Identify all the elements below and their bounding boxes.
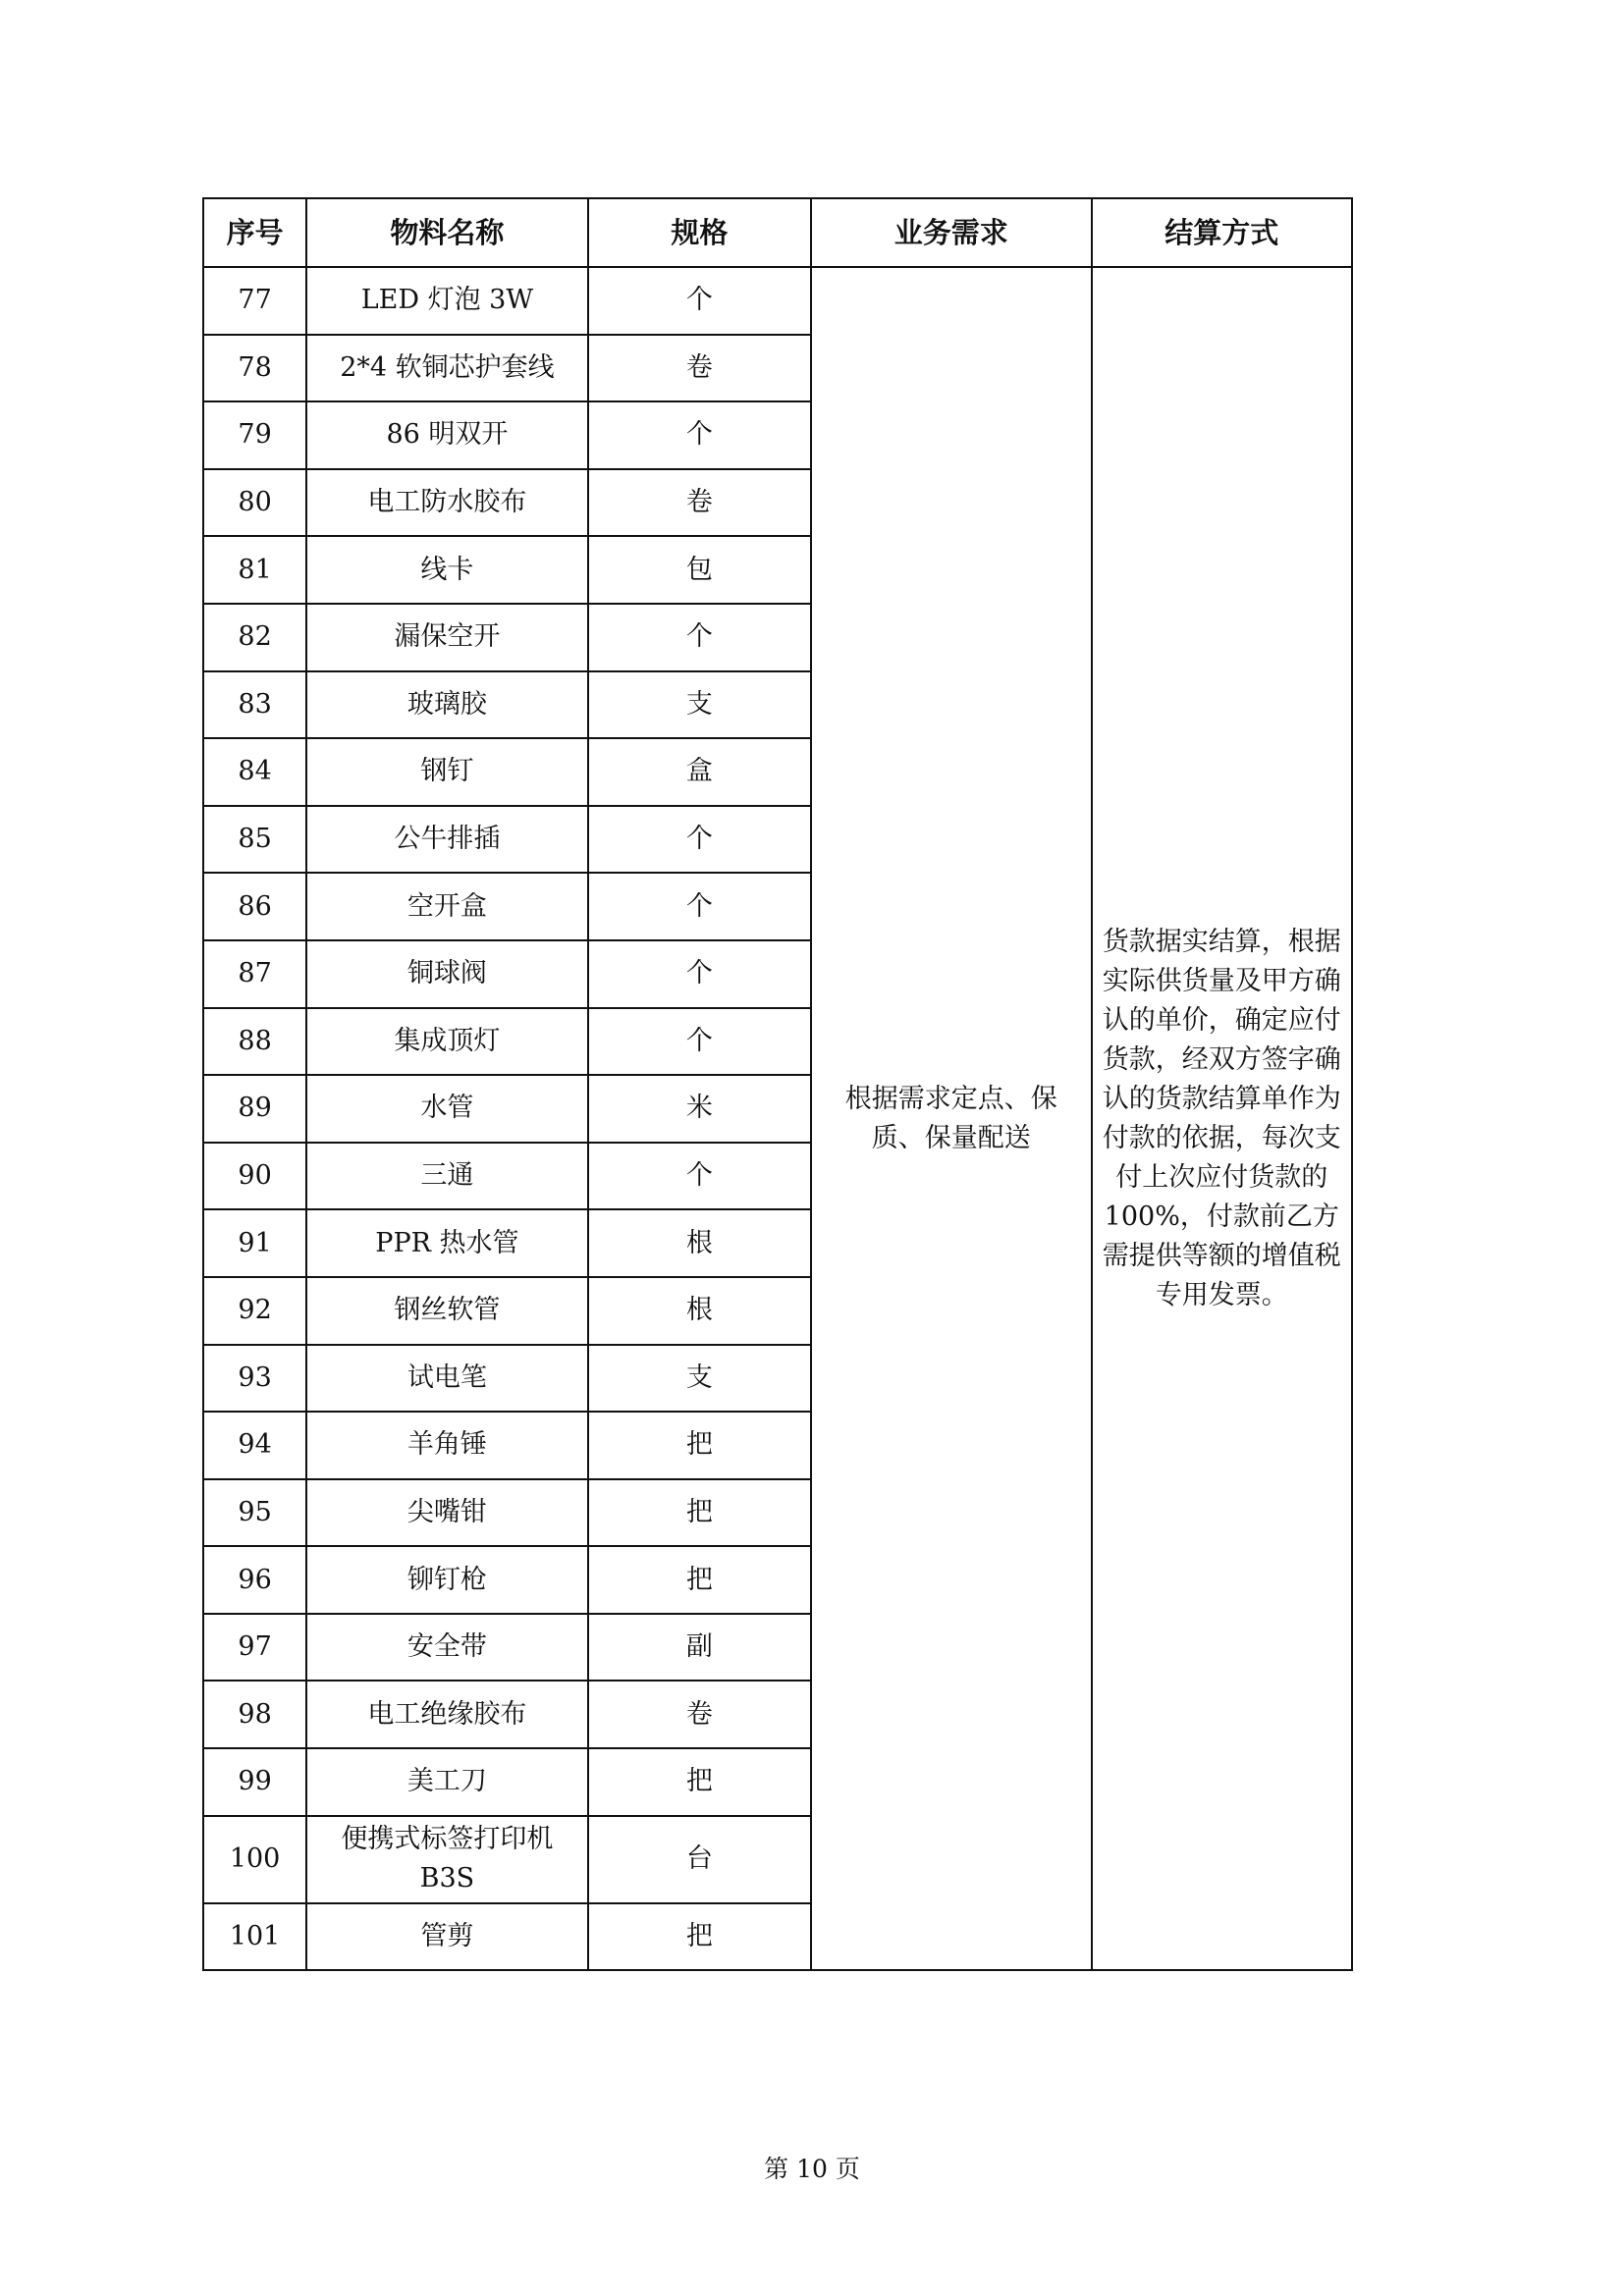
header-serial: 序号	[203, 198, 306, 267]
row-serial: 93	[203, 1345, 306, 1413]
business-demand-cell: 根据需求定点、保质、保量配送	[811, 267, 1091, 1970]
row-material-name: 公牛排插	[306, 806, 587, 874]
row-serial: 86	[203, 873, 306, 940]
row-spec: 把	[588, 1479, 811, 1547]
row-serial: 91	[203, 1209, 306, 1277]
row-serial: 82	[203, 604, 306, 671]
row-material-name: 空开盒	[306, 873, 587, 940]
row-material-name: 电工防水胶布	[306, 469, 587, 537]
row-material-name: 便携式标签打印机 B3S	[306, 1816, 587, 1903]
row-material-name: 铜球阀	[306, 940, 587, 1008]
row-material-name: 尖嘴钳	[306, 1479, 587, 1547]
row-material-name: PPR 热水管	[306, 1209, 587, 1277]
row-serial: 77	[203, 267, 306, 335]
materials-table	[202, 197, 1353, 1971]
row-serial: 100	[203, 1816, 306, 1903]
header-spec: 规格	[588, 198, 811, 267]
row-spec: 根	[588, 1209, 811, 1277]
row-material-name: 漏保空开	[306, 604, 587, 671]
row-spec: 支	[588, 1345, 811, 1413]
row-serial: 80	[203, 469, 306, 537]
row-serial: 88	[203, 1008, 306, 1076]
row-spec: 把	[588, 1748, 811, 1816]
row-spec: 个	[588, 806, 811, 874]
row-spec: 支	[588, 671, 811, 739]
table-row	[203, 267, 1352, 335]
row-spec: 盒	[588, 738, 811, 806]
row-spec: 把	[588, 1903, 811, 1971]
row-spec: 卷	[588, 1681, 811, 1748]
row-spec: 个	[588, 873, 811, 940]
row-spec: 副	[588, 1614, 811, 1682]
row-serial: 98	[203, 1681, 306, 1748]
row-spec: 个	[588, 604, 811, 671]
row-serial: 84	[203, 738, 306, 806]
row-serial: 92	[203, 1277, 306, 1345]
row-spec: 卷	[588, 469, 811, 537]
row-spec: 根	[588, 1277, 811, 1345]
row-spec: 个	[588, 267, 811, 335]
row-material-name: 美工刀	[306, 1748, 587, 1816]
row-spec: 包	[588, 536, 811, 604]
row-serial: 96	[203, 1546, 306, 1614]
page-number: 第 10 页	[764, 2155, 860, 2183]
row-serial: 81	[203, 536, 306, 604]
row-material-name: 钢钉	[306, 738, 587, 806]
header-settlement-method: 结算方式	[1092, 198, 1352, 267]
row-spec: 个	[588, 1143, 811, 1210]
row-material-name: 线卡	[306, 536, 587, 604]
row-serial: 85	[203, 806, 306, 874]
row-serial: 83	[203, 671, 306, 739]
row-spec: 卷	[588, 335, 811, 402]
row-material-name: LED 灯泡 3W	[306, 267, 587, 335]
row-material-name: 铆钉枪	[306, 1546, 587, 1614]
row-serial: 90	[203, 1143, 306, 1210]
row-serial: 89	[203, 1075, 306, 1143]
row-material-name: 电工绝缘胶布	[306, 1681, 587, 1748]
row-material-name: 安全带	[306, 1614, 587, 1682]
row-material-name: 86 明双开	[306, 401, 587, 469]
header-business-demand: 业务需求	[811, 198, 1091, 267]
row-serial: 78	[203, 335, 306, 402]
row-material-name: 试电笔	[306, 1345, 587, 1413]
row-spec: 米	[588, 1075, 811, 1143]
row-material-name: 玻璃胶	[306, 671, 587, 739]
row-serial: 99	[203, 1748, 306, 1816]
row-material-name: 三通	[306, 1143, 587, 1210]
row-material-name: 钢丝软管	[306, 1277, 587, 1345]
row-spec: 个	[588, 401, 811, 469]
row-material-name: 2*4 软铜芯护套线	[306, 335, 587, 402]
row-spec: 台	[588, 1816, 811, 1903]
row-material-name: 羊角锤	[306, 1412, 587, 1479]
header-material-name: 物料名称	[306, 198, 587, 267]
row-serial: 95	[203, 1479, 306, 1547]
row-serial: 101	[203, 1903, 306, 1971]
row-material-name: 集成顶灯	[306, 1008, 587, 1076]
row-serial: 87	[203, 940, 306, 1008]
row-spec: 个	[588, 1008, 811, 1076]
row-serial: 94	[203, 1412, 306, 1479]
row-spec: 个	[588, 940, 811, 1008]
table-header-row	[203, 198, 1352, 267]
row-serial: 97	[203, 1614, 306, 1682]
settlement-method-cell: 货款据实结算，根据实际供货量及甲方确认的单价，确定应付货款，经双方签字确认的货款结算单作为付款的依据，每次支付上次应付货款的100%，付款前乙方需提供等额的增值税专用发票。	[1092, 267, 1352, 1970]
row-serial: 79	[203, 401, 306, 469]
row-material-name: 水管	[306, 1075, 587, 1143]
row-spec: 把	[588, 1546, 811, 1614]
row-spec: 把	[588, 1412, 811, 1479]
row-material-name: 管剪	[306, 1903, 587, 1971]
